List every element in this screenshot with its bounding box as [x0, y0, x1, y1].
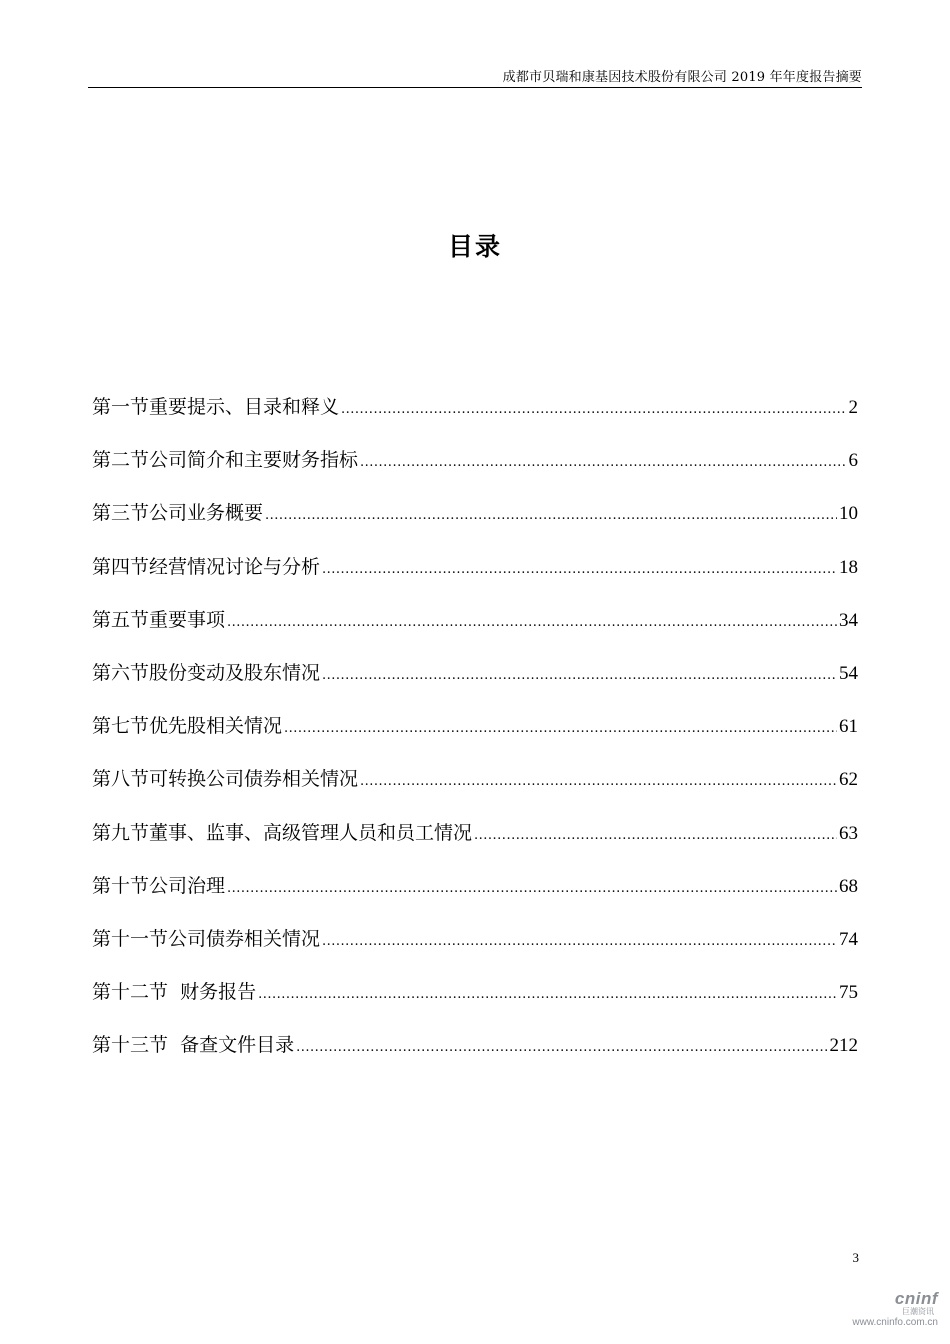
toc-leader-dots	[265, 508, 837, 523]
toc-leader-dots	[341, 402, 846, 417]
toc-entry[interactable]	[92, 764, 858, 817]
toc-entry[interactable]	[92, 552, 858, 605]
toc-entry-page: 212	[829, 1035, 858, 1057]
toc-entry-page: 2	[848, 397, 858, 418]
toc-entry[interactable]	[92, 605, 858, 658]
toc-leader-dots	[360, 455, 846, 470]
cninfo-logo	[848, 1290, 938, 1329]
logo-brand: cninf	[894, 1289, 938, 1308]
toc-leader-dots	[258, 987, 837, 1002]
toc-entry[interactable]	[92, 924, 858, 977]
toc-leader-dots	[360, 774, 837, 789]
toc-entry[interactable]	[92, 498, 858, 551]
toc-entry-label: 第十节公司治理	[92, 874, 226, 897]
toc-entry[interactable]	[92, 711, 858, 764]
toc-entry-label: 第九节董事、监事、高级管理人员和员工情况	[92, 821, 473, 844]
toc-entry-page: 68	[839, 875, 858, 897]
toc-leader-dots	[227, 615, 837, 630]
toc-entry[interactable]	[92, 392, 858, 445]
toc-entry-page: 10	[839, 503, 858, 525]
table-of-contents	[92, 392, 858, 1083]
toc-leader-dots	[322, 934, 837, 949]
toc-entry-label: 第四节经营情况讨论与分析	[92, 555, 321, 578]
toc-entry-page: 61	[839, 716, 858, 738]
header-title: 成都市贝瑞和康基因技术股份有限公司 2019 年年度报告摘要	[502, 70, 862, 85]
toc-entry[interactable]	[92, 445, 858, 498]
toc-entry-page: 6	[848, 450, 858, 472]
toc-entry-label: 第十二节 财务报告	[92, 981, 257, 1004]
toc-entry-label: 第十三节 备查文件目录	[92, 1034, 295, 1057]
toc-entry-label: 第三节公司业务概要	[92, 502, 264, 525]
toc-leader-dots	[227, 881, 837, 896]
toc-leader-dots	[284, 721, 837, 736]
toc-entry-label: 第一节重要提示、目录和释义	[92, 396, 340, 418]
toc-entry-page: 34	[839, 609, 858, 631]
toc-entry-page: 18	[839, 556, 858, 578]
toc-entry-label: 第八节可转换公司债券相关情况	[92, 768, 359, 791]
header-rule	[88, 87, 862, 88]
page-number: 3	[852, 1250, 859, 1265]
toc-entry-label: 第二节公司简介和主要财务指标	[92, 449, 359, 472]
toc-entry-page: 54	[839, 662, 858, 684]
toc-leader-dots	[296, 1040, 827, 1055]
toc-entry-page: 62	[839, 769, 858, 791]
toc-entry-label: 第十一节公司债券相关情况	[92, 927, 321, 950]
toc-leader-dots	[474, 828, 837, 843]
toc-entry-page: 75	[839, 982, 858, 1004]
toc-entry-page: 74	[839, 928, 858, 950]
toc-entry[interactable]	[92, 818, 858, 871]
toc-leader-dots	[322, 562, 837, 577]
toc-entry-label: 第六节股份变动及股东情况	[92, 661, 321, 684]
toc-entry[interactable]	[92, 1030, 858, 1083]
toc-entry[interactable]	[92, 977, 858, 1030]
toc-entry-page: 63	[839, 822, 858, 844]
logo-url: www.cninfo.com.cn	[852, 1317, 938, 1328]
toc-entry[interactable]	[92, 871, 858, 924]
toc-leader-dots	[322, 668, 837, 683]
toc-entry-label: 第七节优先股相关情况	[92, 715, 283, 738]
toc-entry-label: 第五节重要事项	[92, 608, 226, 631]
toc-entry[interactable]	[92, 658, 858, 711]
toc-title: 目录	[447, 232, 502, 261]
logo-brand-cn: 巨潮资讯	[902, 1307, 934, 1316]
